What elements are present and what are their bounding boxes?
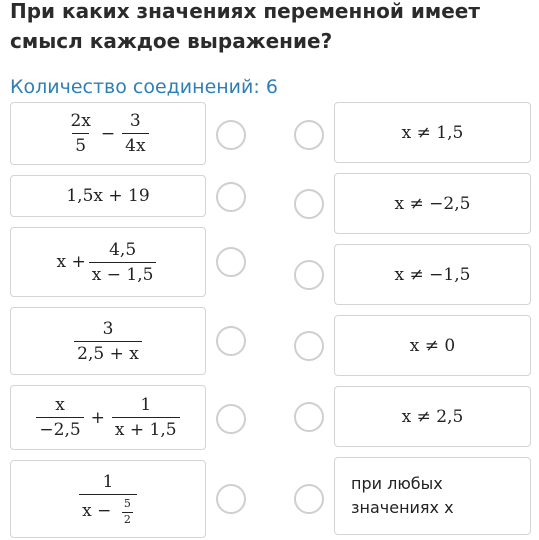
left-radio-6[interactable] [216,484,246,514]
left-radio-5[interactable] [216,404,246,434]
right-card-5[interactable]: x ≠ 2,5 [334,386,531,447]
left-radio-1[interactable] [216,120,246,150]
right-radio-5[interactable] [294,402,324,432]
right-card-2[interactable]: x ≠ −2,5 [334,173,531,234]
fraction: $\frac{3}{4x}$ [122,111,148,156]
left-radio-3[interactable] [216,247,246,277]
right-card-4[interactable]: x ≠ 0 [334,315,531,376]
left-radio-2[interactable] [216,182,246,212]
fraction: 1 x − $\frac{5}{2}$ [79,472,137,526]
small-fraction: $\frac{5}{2}$ [123,497,131,526]
connections-count: Количество соединений: 6 [10,76,278,98]
right-radio-2[interactable] [294,189,324,219]
fraction: $\frac{1}{x + 1,5}$ [112,395,180,440]
fraction: $\frac{2x}{5}$ [70,111,91,156]
left-card-1[interactable]: $\frac{2x}{5}$ − $\frac{3}{4x}$ [10,102,206,165]
task-title: При каких значениях переменной имеет смысл каждое выражение? [10,0,480,53]
right-radio-3[interactable] [294,260,324,290]
fraction: $\frac{x}{-2,5}$ [36,395,83,440]
left-radio-4[interactable] [216,326,246,356]
left-card-6[interactable] [10,460,206,538]
right-card-6[interactable]: при любых значениях x [334,457,531,535]
right-card-3[interactable]: x ≠ −1,5 [334,244,531,305]
right-card-1[interactable]: x ≠ 1,5 [334,102,531,163]
right-radio-1[interactable] [294,120,324,150]
fraction: $\frac{4,5}{x - 1,5}$ [89,240,157,285]
left-card-5[interactable]: $\frac{x}{-2,5}$ + $\frac{1}{x + 1,5}$ [10,385,206,450]
left-card-3[interactable]: x + $\frac{4,5}{x - 1,5}$ [10,227,206,297]
left-card-2[interactable]: 1,5x + 19 [10,175,206,217]
right-radio-6[interactable] [294,484,324,514]
fraction: $\frac{3}{2,5 + x}$ [74,319,142,364]
right-radio-4[interactable] [294,331,324,361]
left-card-4[interactable] [10,307,206,375]
